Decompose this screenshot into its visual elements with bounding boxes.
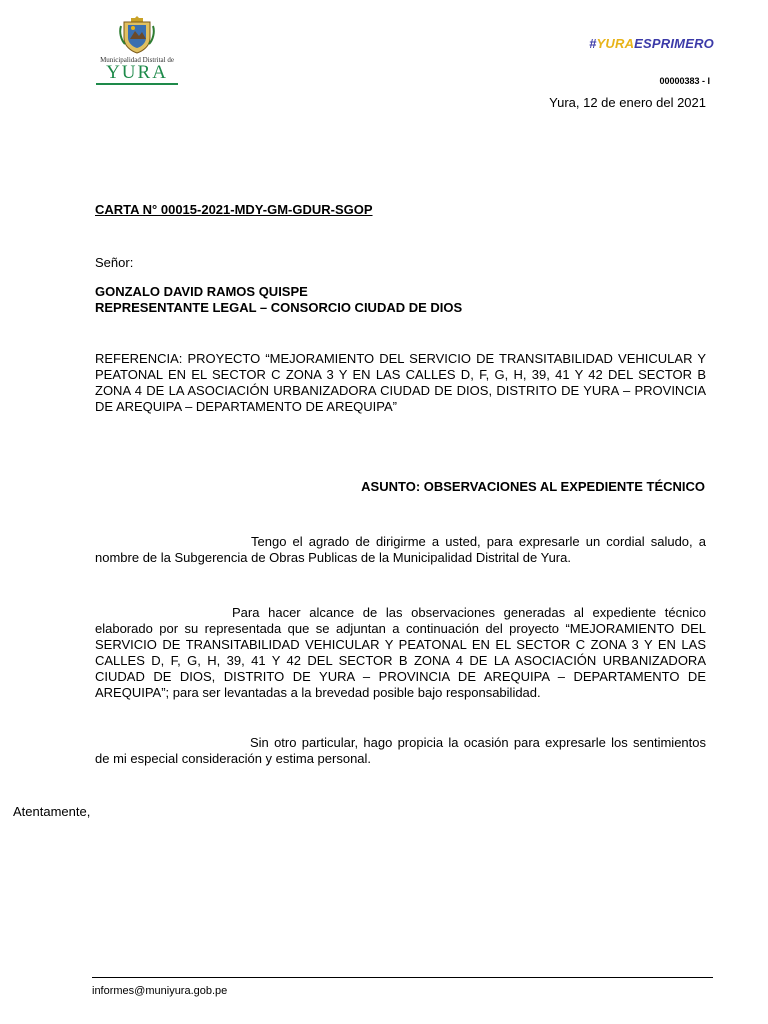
body-paragraph-3: Sin otro particular, hago propicia la ocasión para expresarle los sentimientos de mi especial consideración y estima personal. [95,735,706,766]
municipality-logo [94,14,180,94]
campaign-hashtag [589,36,714,51]
footer-email[interactable]: informes@muniyura.gob.pe [92,985,228,997]
subject-line: ASUNTO: OBSERVACIONES AL EXPEDIENTE TÉCNICO [361,479,705,494]
body-paragraph-2: Para hacer alcance de las observaciones generadas al expediente técnico elaborado por su representada que se adjuntan a continuación del proyecto “MEJORAMIENTO DEL SERVICIO DE TRANSITABILIDAD VEHICULAR Y PEATONAL EN EL SECTOR C ZONA 3 Y EN LAS CALLES D, F, G, H, 39, 41 Y 42 DEL SECTOR B ZONA 4 DE LA ASOCIACIÓN URBANIZADORA CIUDAD DE DIOS, DISTRITO DE YURA – PROVINCIA DE AREQUIPA – DEPARTAMENTO DE AREQUIPA”; para ser levantadas a la brevedad posible bajo responsabilidad. [95,605,706,700]
hashtag-esprimero: ESPRIMERO [634,36,714,51]
municipality-line: Municipalidad Distrital de [100,56,174,64]
body-paragraph-1: Tengo el agrado de dirigirme a usted, para expresarle un cordial saludo, a nombre de la Subgerencia de Obras Publicas de la Municipalidad Distrital de Yura. [95,534,706,565]
addressee-role: REPRESENTANTE LEGAL – CONSORCIO CIUDAD DE DIOS [95,300,463,315]
hashtag-yura: YURA [596,36,635,51]
closing: Atentamente, [13,804,91,819]
letter-number: CARTA N° 00015-2021-MDY-GM-GDUR-SGOP [95,202,373,217]
reference-paragraph: REFERENCIA: PROYECTO “MEJORAMIENTO DEL SERVICIO DE TRANSITABILIDAD VEHICULAR Y PEATONAL EN EL SECTOR C ZONA 3 Y EN LAS CALLES D, F, G, H, 39, 41 Y 42 DEL SECTOR B ZONA 4 DE LA ASOCIACIÓN URBANIZADORA CIUDAD DE DIOS, DISTRITO DE YURA – PROVINCIA DE AREQUIPA – DEPARTAMENTO DE AREQUIPA” [95,351,706,414]
municipal-coat-of-arms-icon [119,14,155,54]
hashtag-symbol: # [589,36,597,51]
municipality-name: YURA [106,62,168,83]
salutation: Señor: [95,255,134,270]
document-number: 00000383 - I [659,76,710,86]
addressee-block [95,284,462,316]
footer-divider [92,977,713,978]
letter-date: Yura, 12 de enero del 2021 [549,95,706,110]
addressee-name: GONZALO DAVID RAMOS QUISPE [95,284,308,299]
logo-underline [96,83,178,85]
